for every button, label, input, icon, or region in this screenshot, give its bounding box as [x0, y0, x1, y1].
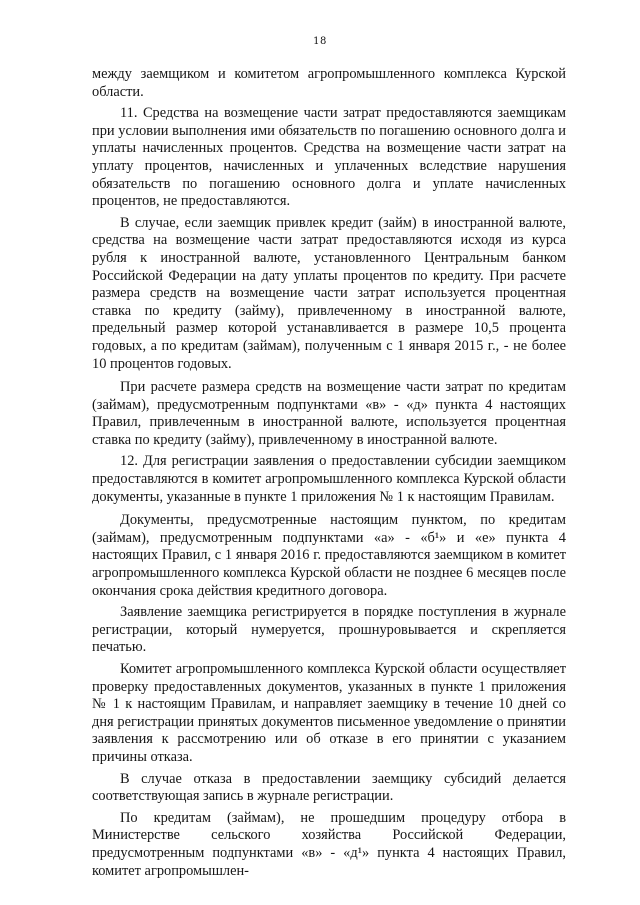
paragraph-selection: По кредитам (займам), не прошедшим процедуру отбора в Министерстве сельского хозяйства Российской Федерации, предусмотренным подпунктами «в» - «д¹» пункта 4 настоящих Правил, комитет агропромышлен-: [92, 809, 566, 879]
document-body: [92, 66, 566, 880]
paragraph-foreign-currency: В случае, если заемщик привлек кредит (займ) в иностранной валюте, средства на возмещение части затрат предоставляются исходя из курса рубля к иностранной валюте, установленного Центральным банком Российской Федерации на дату уплаты процентов по кредиту. При расчете размера средств на возмещение части затрат используется процентная ставка по кредиту (займу), привлеченному в иностранной валюте, предельный размер которой устанавливается в размере 10,5 процента годовых, а по кредитам (займам), полученным с 1 января 2015 г., - не более 10 процентов годовых.: [92, 214, 566, 372]
paragraph-item-11: 11. Средства на возмещение части затрат предоставляются заемщикам при условии выполнения ими обязательств по погашению основного долга и уплаты начисленных процентов. Средства на возмещение части затрат на уплату процентов, начисленных и уплаченных вследствие нарушения обязательств по погашению основного долга и уплате начисленных процентов, не предоставляются.: [92, 105, 566, 210]
paragraph-verification: Комитет агропромышленного комплекса Курской области осуществляет проверку предоставленных документов, указанных в пункте 1 приложения № 1 к настоящим Правилам, и направляет заемщику в течение 10 дней со дня регистрации принятых документов письменное уведомление о принятии заявления к рассмотрению или об отказе в его принятии с указанием причины отказа.: [92, 661, 566, 765]
page-number: 18: [313, 36, 327, 47]
paragraph-registration: Заявление заемщика регистрируется в порядке поступления в журнале регистрации, который нумеруется, прошнуровывается и скрепляется печатью.: [92, 604, 566, 656]
paragraph-refusal: В случае отказа в предоставлении заемщику субсидий делается соответствующая запись в журнале регистрации.: [92, 770, 566, 805]
paragraph-item-12: 12. Для регистрации заявления о предоставлении субсидии заемщиком предоставляются в комитет агропромышленного комплекса Курской области документы, указанные в пункте 1 приложения № 1 к настоящим Правилам.: [92, 453, 566, 505]
paragraph-continuation: между заемщиком и комитетом агропромышленного комплекса Курской области.: [92, 66, 566, 100]
paragraph-documents: Документы, предусмотренные настоящим пунктом, по кредитам (займам), предусмотренным подпунктами «а» - «б¹» и «е» пункта 4 настоящих Правил, с 1 января 2016 г. предоставляются заемщиком в комитет агропромышленного комплекса Курской области не позднее 6 месяцев после окончания срока действия кредитного договора.: [92, 512, 566, 599]
paragraph-interest-rate: При расчете размера средств на возмещение части затрат по кредитам (займам), предусмотренным подпунктами «в» - «д» пункта 4 настоящих Правил, привлеченным в иностранной валюте, используется процентная ставка по кредиту (займу), привлеченному в иностранной валюте.: [92, 379, 566, 448]
